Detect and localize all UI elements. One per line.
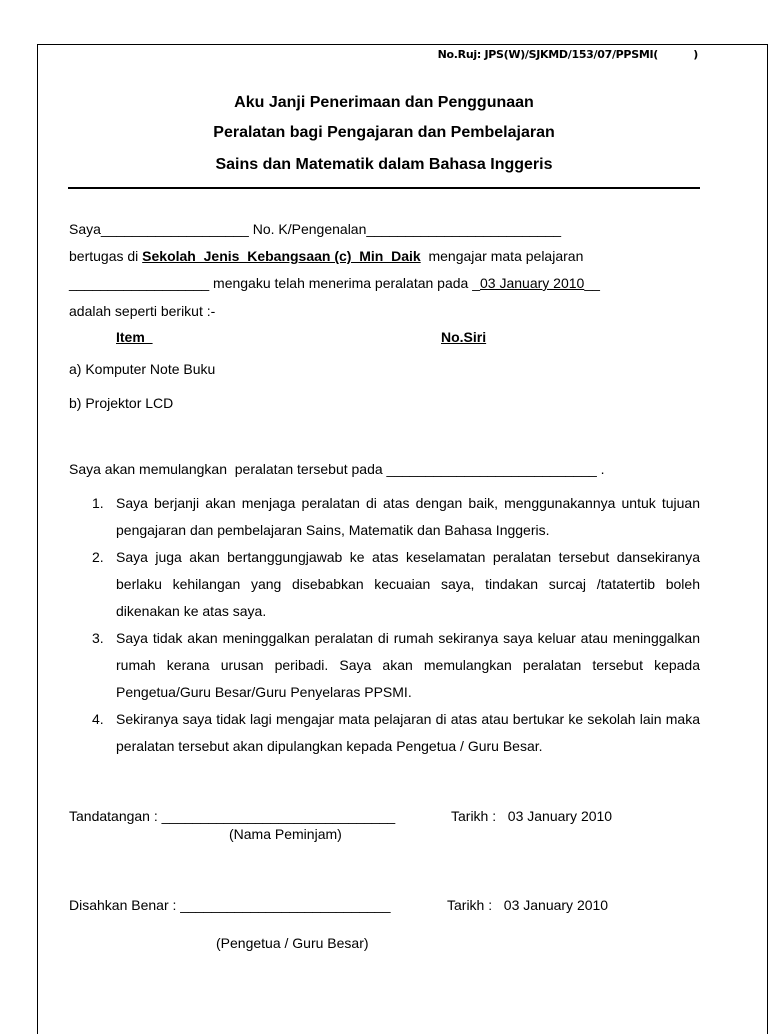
serial-header: No.Siri: [441, 329, 487, 345]
approver-signature-line: Disahkan Benar : ___________________________: [69, 897, 391, 913]
return-date-line: Saya akan memulangkan peralatan tersebut pada ___________________________ .: [69, 461, 605, 477]
borrower-name-caption: (Nama Peminjam): [229, 826, 342, 842]
title-line-2: Peralatan bagi Pengajaran dan Pembelajaran: [213, 124, 555, 141]
title-divider: [68, 187, 700, 189]
title-line-1: Aku Janji Penerimaan dan Penggunaan: [234, 94, 534, 111]
borrower-date: Tarikh : 03 January 2010: [451, 808, 613, 824]
item-header: Item: [116, 329, 153, 345]
name-id-line: Saya___________________ No. K/Pengenalan_________________________: [69, 221, 562, 237]
received-date-line: __________________ mengaku telah menerima peralatan pada _03 January 2010__: [69, 275, 600, 291]
school-name: Sekolah Jenis Kebangsaan (c) Min Daik: [142, 248, 421, 264]
pledge-item: 3. Saya tidak akan meninggalkan peralatan di rumah sekiranya saya keluar atau meninggalkan rumah kerana urusan peribadi. Saya akan memulangkan peralatan tersebut kepada Pengetua/Guru Besar/Guru Penyelaras PPSMI.: [92, 630, 700, 700]
pledge-item: 1. Saya berjanji akan menjaga peralatan di atas dengan baik, menggunakannya untuk tujuan pengajaran dan pembelajaran Sains, Matematik dan Bahasa Inggeris.: [92, 495, 700, 538]
approver-date: Tarikh : 03 January 2010: [447, 897, 609, 913]
school-line: bertugas di Sekolah Jenis Kebangsaan (c) Min Daik mengajar mata pelajaran: [69, 248, 584, 264]
approver-caption: (Pengetua / Guru Besar): [216, 935, 369, 951]
title-line-3: Sains dan Matematik dalam Bahasa Inggeris: [215, 156, 553, 173]
item-projector: b) Projektor LCD: [69, 395, 174, 411]
pledge-list: [69, 490, 700, 760]
as-follows-line: adalah seperti berikut :-: [69, 303, 216, 319]
borrower-signature-line: Tandatangan : ______________________________: [69, 808, 396, 824]
pledge-item: 2. Saya juga akan bertanggungjawab ke atas keselamatan peralatan tersebut dansekiranya berlaku kehilangan yang disebabkan kecuaian saya, tindakan surcaj /tatatertib boleh dikenakan ke atas saya.: [92, 549, 700, 619]
pledge-item: 4. Sekiranya saya tidak lagi mengajar mata pelajaran di atas atau bertukar ke sekolah lain maka peralatan tersebut akan dipulangkan kepada Pengetua / Guru Besar.: [92, 711, 700, 754]
reference-number: No.Ruj: JPS(W)/SJKMD/153/07/PPSMI( ): [437, 48, 698, 61]
received-date: 03 January 2010: [480, 275, 585, 291]
item-laptop: a) Komputer Note Buku: [69, 361, 216, 377]
